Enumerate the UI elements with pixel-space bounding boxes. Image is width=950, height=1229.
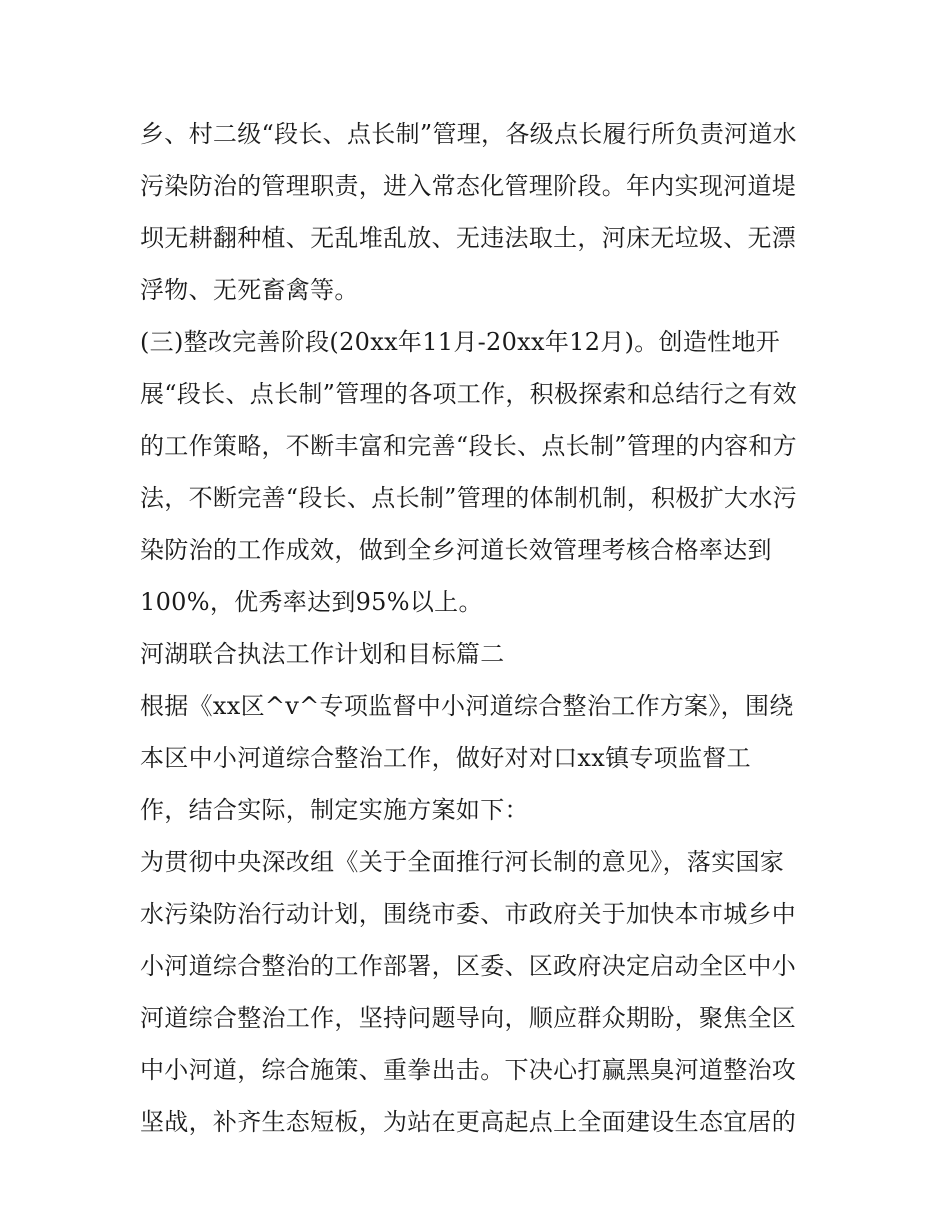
text-line: 的工作策略，不断丰富和完善“段长、点长制”管理的内容和方 bbox=[140, 432, 797, 460]
text-line: 坝无耕翻种植、无乱堆乱放、无违法取土，河床无垃圾、无漂 bbox=[140, 224, 797, 252]
text-line: 本区中小河道综合整治工作，做好对对口xx镇专项监督工 bbox=[140, 744, 751, 772]
text-line: 作，结合实际，制定实施方案如下： bbox=[140, 796, 529, 824]
text-line: 中小河道，综合施策、重拳出击。下决心打赢黑臭河道整治攻 bbox=[140, 1056, 797, 1084]
text-line: 浮物、无死畜禽等。 bbox=[140, 276, 359, 304]
text-line: 法，不断完善“段长、点长制”管理的体制机制，积极扩大水污 bbox=[140, 484, 797, 512]
text-line: 100%，优秀率达到95%以上。 bbox=[140, 588, 483, 616]
text-line: 坚战，补齐生态短板，为站在更高起点上全面建设生态宜居的 bbox=[140, 1108, 797, 1136]
text-line: 展“段长、点长制”管理的各项工作，积极探索和总结行之有效 bbox=[140, 380, 797, 408]
text-line: (三)整改完善阶段(20xx年11月-20xx年12月)。创造性地开 bbox=[140, 328, 781, 356]
text-line: 染防治的工作成效，做到全乡河道长效管理考核合格率达到 bbox=[140, 536, 772, 564]
section-heading: 河湖联合执法工作计划和目标篇二 bbox=[140, 640, 505, 668]
text-line: 为贯彻中央深改组《关于全面推行河长制的意见》，落实国家 bbox=[140, 848, 785, 876]
text-line: 小河道综合整治的工作部署，区委、区政府决定启动全区中小 bbox=[140, 952, 797, 980]
text-line: 根据《xx区^v^专项监督中小河道综合整治工作方案》，围绕 bbox=[140, 692, 794, 720]
text-line: 河道综合整治工作，坚持问题导向，顺应群众期盼，聚焦全区 bbox=[140, 1004, 797, 1032]
text-line: 水污染防治行动计划，围绕市委、市政府关于加快本市城乡中 bbox=[140, 900, 797, 928]
text-line: 乡、村二级“段长、点长制”管理，各级点长履行所负责河道水 bbox=[140, 120, 797, 148]
document-body bbox=[140, 108, 820, 1148]
text-line: 污染防治的管理职责，进入常态化管理阶段。年内实现河道堤 bbox=[140, 172, 797, 200]
